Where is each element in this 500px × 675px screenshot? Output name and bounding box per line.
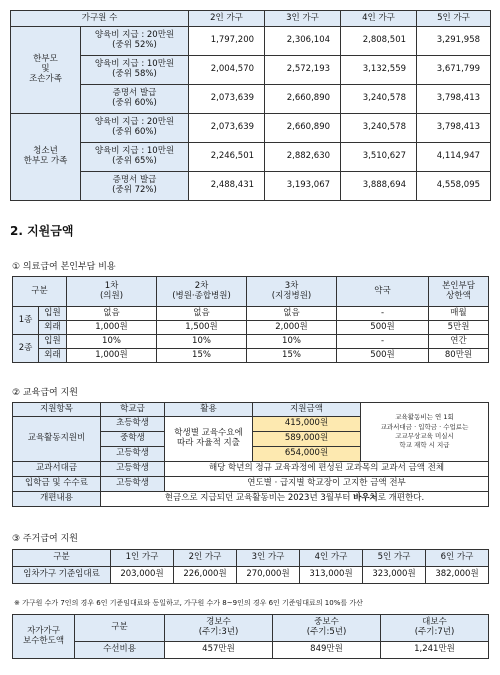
admission-label: 입학금 및 수수료 xyxy=(13,477,101,492)
income-header-2: 2인 가구 xyxy=(189,11,265,27)
medical-header-cap: 본인부담 상한액 xyxy=(429,277,489,307)
value-cell: 2,004,570 xyxy=(189,56,265,85)
amount-cell: 415,000원 xyxy=(253,417,361,432)
value-cell: 매월 xyxy=(429,307,489,321)
value-cell: 226,000원 xyxy=(174,567,237,584)
medical-header-row xyxy=(13,277,489,307)
value-cell: 3,888,694 xyxy=(341,172,417,201)
medical-header-2: 2차 (병원·종합병원) xyxy=(157,277,247,307)
value-cell: 1,000원 xyxy=(67,321,157,335)
income-header-4: 4인 가구 xyxy=(341,11,417,27)
repair-row-label: 수선비용 xyxy=(75,642,165,659)
school-cell: 초등학생 xyxy=(101,417,165,432)
medical-header-3: 3차 (지정병원) xyxy=(247,277,337,307)
value-cell: 10% xyxy=(247,335,337,349)
housing-table xyxy=(12,549,489,584)
housing-header-row xyxy=(13,550,489,567)
section-title: 2. 지원금액 xyxy=(10,224,74,238)
value-cell: 3,510,627 xyxy=(341,143,417,172)
income-header-5: 5인 가구 xyxy=(417,11,491,27)
value-cell: 15% xyxy=(247,349,337,363)
value-cell: 없음 xyxy=(67,307,157,321)
medical-table xyxy=(12,276,489,363)
value-cell: 2,306,104 xyxy=(265,27,341,56)
type-cell: 외래 xyxy=(39,321,67,335)
criteria-cell: 증명서 발급 (중위 72%) xyxy=(81,172,189,201)
value-cell: 2,000원 xyxy=(247,321,337,335)
value-cell: 323,000원 xyxy=(363,567,426,584)
value-cell: 500원 xyxy=(337,321,429,335)
income-table xyxy=(10,10,491,201)
value-cell: 203,000원 xyxy=(111,567,174,584)
school-cell: 고등학생 xyxy=(101,462,165,477)
value-cell: 2,488,431 xyxy=(189,172,265,201)
education-table xyxy=(12,402,489,507)
housing-header-3: 3인 가구 xyxy=(237,550,300,567)
table-row xyxy=(11,172,491,201)
table-row xyxy=(11,143,491,172)
criteria-cell: 양육비 지급 : 10만원 (중위 58%) xyxy=(81,56,189,85)
value-cell: 2,073,639 xyxy=(189,114,265,143)
repair-header-gubun: 구분 xyxy=(75,615,165,642)
amount-cell: 654,000원 xyxy=(253,447,361,462)
value-cell: 없음 xyxy=(247,307,337,321)
school-cell: 고등학생 xyxy=(101,477,165,492)
table-row xyxy=(11,85,491,114)
value-cell: 1,000원 xyxy=(67,349,157,363)
value-cell: 4,114,947 xyxy=(417,143,491,172)
repair-label: 자가가구 보수한도액 xyxy=(13,615,75,659)
criteria-cell: 양육비 지급 : 20만원 (중위 60%) xyxy=(81,114,189,143)
value-cell: 3,193,067 xyxy=(265,172,341,201)
table-row xyxy=(13,567,489,584)
education-header-row xyxy=(13,403,489,417)
value-cell: 2,882,630 xyxy=(265,143,341,172)
medical-header-gubun: 구분 xyxy=(13,277,67,307)
income-header-label: 가구원 수 xyxy=(11,11,189,27)
housing-footnote: ※ 가구원 수가 7인의 경우 6인 기준임대료와 동일하고, 가구원 수가 8~9인의 경우 6인 기준임대료의 10%를 가산 xyxy=(14,599,363,607)
criteria-cell: 양육비 지급 : 20만원 (중위 52%) xyxy=(81,27,189,56)
value-cell: 1,241만원 xyxy=(381,642,489,659)
medical-header-1: 1차 (의원) xyxy=(67,277,157,307)
amount-cell: 589,000원 xyxy=(253,432,361,447)
value-cell: 1,500원 xyxy=(157,321,247,335)
grade-cell: 2종 xyxy=(13,335,39,363)
table-row xyxy=(13,321,489,335)
value-cell: 10% xyxy=(157,335,247,349)
value-cell: 80만원 xyxy=(429,349,489,363)
reform-text: 현금으로 지급되던 교육활동비는 2023년 3월부터 바우처로 개편한다. xyxy=(101,492,489,507)
education-header-amount: 지원금액 xyxy=(253,403,361,417)
value-cell: 없음 xyxy=(157,307,247,321)
table-row xyxy=(11,114,491,143)
value-cell: 2,073,639 xyxy=(189,85,265,114)
value-cell: 3,291,958 xyxy=(417,27,491,56)
table-row xyxy=(13,477,489,492)
housing-header-4: 4인 가구 xyxy=(300,550,363,567)
grade-cell: 1종 xyxy=(13,307,39,335)
education-header-usage: 활용 xyxy=(165,403,253,417)
value-cell: 2,808,501 xyxy=(341,27,417,56)
housing-header-6: 6인 가구 xyxy=(426,550,489,567)
value-cell: 382,000원 xyxy=(426,567,489,584)
table-row xyxy=(11,56,491,85)
school-cell: 고등학생 xyxy=(101,447,165,462)
value-cell: 1,797,200 xyxy=(189,27,265,56)
value-cell: 3,798,413 xyxy=(417,114,491,143)
admission-text: 연도별 · 급지별 학교장이 고지한 금액 전부 xyxy=(165,477,489,492)
value-cell: 5만원 xyxy=(429,321,489,335)
group-label-teen-parent: 청소년 한부모 가족 xyxy=(11,114,81,201)
income-header-3: 3인 가구 xyxy=(265,11,341,27)
value-cell: 3,132,559 xyxy=(341,56,417,85)
textbook-text: 해당 학년의 정규 교육과정에 편성된 교과목의 교과서 금액 전체 xyxy=(165,462,489,477)
table-row xyxy=(13,642,489,659)
value-cell: 500원 xyxy=(337,349,429,363)
table-row xyxy=(13,307,489,321)
rent-label: 임차가구 기준임대료 xyxy=(13,567,111,584)
value-cell: 849만원 xyxy=(273,642,381,659)
value-cell: 3,240,578 xyxy=(341,114,417,143)
table-row xyxy=(13,335,489,349)
value-cell: 3,671,799 xyxy=(417,56,491,85)
type-cell: 입원 xyxy=(39,335,67,349)
table-row xyxy=(13,462,489,477)
value-cell: 3,798,413 xyxy=(417,85,491,114)
repair-header-row xyxy=(13,615,489,642)
education-note: 교육활동비는 연 1회 교과서대금 · 입학금 · 수업료는 고교무상교육 미실시 학교 재학 시 지급 xyxy=(361,403,489,462)
housing-header-gubun: 구분 xyxy=(13,550,111,567)
value-cell: 10% xyxy=(67,335,157,349)
education-header-school: 학교급 xyxy=(101,403,165,417)
type-cell: 입원 xyxy=(39,307,67,321)
medical-header-pharmacy: 약국 xyxy=(337,277,429,307)
reform-label: 개편내용 xyxy=(13,492,101,507)
income-header-row xyxy=(11,11,491,27)
activity-label: 교육활동지원비 xyxy=(13,417,101,462)
value-cell: 15% xyxy=(157,349,247,363)
housing-header-1: 1인 가구 xyxy=(111,550,174,567)
table-row xyxy=(13,492,489,507)
value-cell: 2,660,890 xyxy=(265,85,341,114)
repair-header-major: 대보수 (주기:7년) xyxy=(381,615,489,642)
value-cell: 2,246,501 xyxy=(189,143,265,172)
school-cell: 중학생 xyxy=(101,432,165,447)
value-cell: 313,000원 xyxy=(300,567,363,584)
value-cell: 연간 xyxy=(429,335,489,349)
housing-header-5: 5인 가구 xyxy=(363,550,426,567)
value-cell: 270,000원 xyxy=(237,567,300,584)
medical-title: ① 의료급여 본인부담 비용 xyxy=(12,262,116,272)
repair-header-medium: 중보수 (주기:5년) xyxy=(273,615,381,642)
value-cell: 2,572,193 xyxy=(265,56,341,85)
table-row xyxy=(13,349,489,363)
value-cell: 4,558,095 xyxy=(417,172,491,201)
repair-table xyxy=(12,614,489,659)
housing-header-2: 2인 가구 xyxy=(174,550,237,567)
group-label-single-parent: 한부모 및 조손가족 xyxy=(11,27,81,114)
criteria-cell: 양육비 지급 : 10만원 (중위 65%) xyxy=(81,143,189,172)
value-cell: 2,660,890 xyxy=(265,114,341,143)
housing-title: ③ 주거급여 지원 xyxy=(12,534,78,544)
value-cell: - xyxy=(337,335,429,349)
usage-cell: 학생별 교육수요에 따라 자율적 지출 xyxy=(165,417,253,462)
value-cell: - xyxy=(337,307,429,321)
criteria-cell: 증명서 발급 (중위 60%) xyxy=(81,85,189,114)
table-row xyxy=(11,27,491,56)
value-cell: 457만원 xyxy=(165,642,273,659)
education-header-item: 지원항목 xyxy=(13,403,101,417)
value-cell: 3,240,578 xyxy=(341,85,417,114)
textbook-label: 교과서대금 xyxy=(13,462,101,477)
education-title: ② 교육급여 지원 xyxy=(12,388,78,398)
type-cell: 외래 xyxy=(39,349,67,363)
repair-header-light: 경보수 (주기:3년) xyxy=(165,615,273,642)
